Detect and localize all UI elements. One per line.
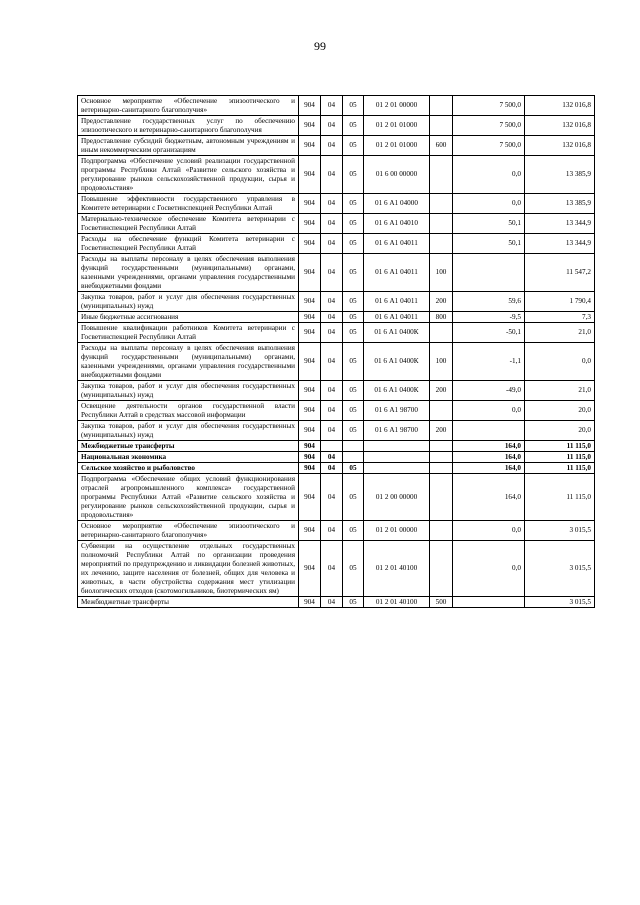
row-name-cell: Предоставление государственных услуг по обеспечению эпизоотического и ветеринарно-санитарного благополучия	[78, 116, 299, 136]
row-name-cell: Межбюджетные трансферты	[78, 441, 299, 452]
change-amount-cell: 50,1	[453, 214, 525, 234]
target-article-cell: 01 6 А1 98700	[364, 401, 430, 421]
change-amount-cell: -9,5	[453, 312, 525, 323]
row-name-cell: Расходы на выплаты персоналу в целях обеспечения выполнения функций государственными (муниципальными) органами, казенными учреждениями, органами управления государственными внебюджетными фондами	[78, 254, 299, 292]
target-article-cell: 01 2 01 40100	[364, 597, 430, 608]
total-amount-cell: 11 115,0	[525, 463, 595, 474]
total-amount-cell: 11 115,0	[525, 474, 595, 521]
total-amount-cell: 13 385,9	[525, 156, 595, 194]
grbs-cell: 904	[299, 541, 321, 597]
subsection-cell: 05	[343, 194, 364, 214]
section-cell: 04	[321, 343, 343, 381]
total-amount-cell: 7,3	[525, 312, 595, 323]
target-article-cell: 01 6 А1 04011	[364, 312, 430, 323]
section-cell: 04	[321, 463, 343, 474]
subsection-cell: 05	[343, 116, 364, 136]
section-cell: 04	[321, 214, 343, 234]
total-amount-cell: 3 015,5	[525, 597, 595, 608]
section-cell: 04	[321, 292, 343, 312]
row-name-cell: Закупка товаров, работ и услуг для обеспечения государственных (муниципальных) нужд	[78, 381, 299, 401]
subsection-cell: 05	[343, 343, 364, 381]
expense-type-cell	[430, 541, 453, 597]
grbs-cell: 904	[299, 156, 321, 194]
subsection-cell: 05	[343, 254, 364, 292]
table-row	[78, 381, 595, 401]
change-amount-cell: 59,6	[453, 292, 525, 312]
table-row	[78, 194, 595, 214]
grbs-cell: 904	[299, 254, 321, 292]
grbs-cell: 904	[299, 292, 321, 312]
subsection-cell: 05	[343, 541, 364, 597]
table-row	[78, 254, 595, 292]
expense-type-cell: 200	[430, 421, 453, 441]
target-article-cell: 01 6 А1 0400К	[364, 323, 430, 343]
total-amount-cell: 11 115,0	[525, 452, 595, 463]
table-row	[78, 597, 595, 608]
section-cell: 04	[321, 421, 343, 441]
grbs-cell: 904	[299, 96, 321, 116]
section-cell: 04	[321, 136, 343, 156]
target-article-cell	[364, 463, 430, 474]
change-amount-cell: -50,1	[453, 323, 525, 343]
section-cell	[321, 441, 343, 452]
target-article-cell: 01 2 00 00000	[364, 474, 430, 521]
expense-type-cell: 200	[430, 381, 453, 401]
grbs-cell: 904	[299, 323, 321, 343]
target-article-cell: 01 6 А1 0400К	[364, 381, 430, 401]
grbs-cell: 904	[299, 214, 321, 234]
subsection-cell: 05	[343, 381, 364, 401]
change-amount-cell: 164,0	[453, 441, 525, 452]
subsection-cell: 05	[343, 521, 364, 541]
row-name-cell: Повышение квалификации работников Комитета ветеринарии с Госветинспекцией Республики Алтай	[78, 323, 299, 343]
expense-type-cell	[430, 194, 453, 214]
expense-type-cell: 100	[430, 343, 453, 381]
target-article-cell: 01 2 01 00000	[364, 96, 430, 116]
table-row	[78, 116, 595, 136]
grbs-cell: 904	[299, 136, 321, 156]
row-name-cell: Расходы на выплаты персоналу в целях обеспечения выполнения функций государственными (муниципальными) органами, казенными учреждениями, органами управления государственными внебюджетными фондами	[78, 343, 299, 381]
subsection-cell: 05	[343, 234, 364, 254]
row-name-cell: Сельское хозяйство и рыболовство	[78, 463, 299, 474]
grbs-cell: 904	[299, 381, 321, 401]
change-amount-cell	[453, 421, 525, 441]
change-amount-cell: 164,0	[453, 474, 525, 521]
total-amount-cell: 11 115,0	[525, 441, 595, 452]
row-name-cell: Основное мероприятие «Обеспечение эпизоотического и ветеринарно-санитарного благополучия»	[78, 521, 299, 541]
target-article-cell: 01 6 А1 04011	[364, 254, 430, 292]
change-amount-cell: 0,0	[453, 401, 525, 421]
section-cell: 04	[321, 156, 343, 194]
subsection-cell: 05	[343, 96, 364, 116]
total-amount-cell: 1 790,4	[525, 292, 595, 312]
table-row	[78, 292, 595, 312]
expense-type-cell	[430, 234, 453, 254]
table-row	[78, 136, 595, 156]
table-row	[78, 156, 595, 194]
section-cell: 04	[321, 234, 343, 254]
expense-type-cell	[430, 521, 453, 541]
table-row	[78, 96, 595, 116]
section-cell: 04	[321, 381, 343, 401]
total-amount-cell: 0,0	[525, 343, 595, 381]
expense-type-cell: 600	[430, 136, 453, 156]
target-article-cell: 01 2 01 01000	[364, 136, 430, 156]
section-cell: 04	[321, 401, 343, 421]
section-cell: 04	[321, 323, 343, 343]
total-amount-cell: 21,0	[525, 323, 595, 343]
subsection-cell: 05	[343, 463, 364, 474]
row-name-cell: Материально-техническое обеспечение Комитета ветеринарии с Госветинспекцией Республики Алтай	[78, 214, 299, 234]
table-row	[78, 343, 595, 381]
expense-type-cell: 100	[430, 254, 453, 292]
section-cell: 04	[321, 312, 343, 323]
table-row	[78, 401, 595, 421]
table-row	[78, 463, 595, 474]
grbs-cell: 904	[299, 194, 321, 214]
target-article-cell	[364, 441, 430, 452]
row-name-cell: Освещение деятельности органов государственной власти Республики Алтай в средствах массовой информации	[78, 401, 299, 421]
row-name-cell: Подпрограмма «Обеспечение условий реализации государственной программы Республики Алтай «Развитие сельского хозяйства и регулирование рынков сельскохозяйственной продукции, сырья и продовольствия»	[78, 156, 299, 194]
change-amount-cell: 164,0	[453, 463, 525, 474]
expense-type-cell: 500	[430, 597, 453, 608]
row-name-cell: Иные бюджетные ассигнования	[78, 312, 299, 323]
expense-type-cell	[430, 214, 453, 234]
grbs-cell: 904	[299, 343, 321, 381]
change-amount-cell: 0,0	[453, 194, 525, 214]
total-amount-cell: 3 015,5	[525, 541, 595, 597]
subsection-cell: 05	[343, 214, 364, 234]
grbs-cell: 904	[299, 452, 321, 463]
section-cell: 04	[321, 96, 343, 116]
row-name-cell: Основное мероприятие «Обеспечение эпизоотического и ветеринарно-санитарного благополучия»	[78, 96, 299, 116]
table-row	[78, 541, 595, 597]
target-article-cell: 01 6 А1 04010	[364, 214, 430, 234]
target-article-cell: 01 6 А1 0400К	[364, 343, 430, 381]
target-article-cell: 01 6 А1 04000	[364, 194, 430, 214]
total-amount-cell: 132 016,8	[525, 96, 595, 116]
section-cell: 04	[321, 116, 343, 136]
subsection-cell: 05	[343, 421, 364, 441]
change-amount-cell	[453, 597, 525, 608]
table-row	[78, 441, 595, 452]
change-amount-cell: 7 500,0	[453, 96, 525, 116]
total-amount-cell: 132 016,8	[525, 136, 595, 156]
target-article-cell: 01 2 01 40100	[364, 541, 430, 597]
expense-type-cell	[430, 156, 453, 194]
expense-type-cell	[430, 96, 453, 116]
subsection-cell: 05	[343, 597, 364, 608]
table-row	[78, 421, 595, 441]
row-name-cell: Национальная экономика	[78, 452, 299, 463]
target-article-cell: 01 2 01 01000	[364, 116, 430, 136]
change-amount-cell: 0,0	[453, 156, 525, 194]
expense-type-cell: 800	[430, 312, 453, 323]
row-name-cell: Субвенции на осуществление отдельных государственных полномочий Республики Алтай по организации проведения мероприятий по предупреждению и ликвидации болезней животных, их лечению, защите населения от болезней, общих для человека и животных, в части обустройства содержания мест утилизации биологических отходов (скотомогильников, биотермических ям)	[78, 541, 299, 597]
expense-type-cell	[430, 441, 453, 452]
subsection-cell: 05	[343, 323, 364, 343]
grbs-cell: 904	[299, 421, 321, 441]
total-amount-cell: 20,0	[525, 421, 595, 441]
row-name-cell: Предоставление субсидий бюджетным, автономным учреждениям и иным некоммерческим организациям	[78, 136, 299, 156]
total-amount-cell: 132 016,8	[525, 116, 595, 136]
grbs-cell: 904	[299, 401, 321, 421]
expense-type-cell	[430, 401, 453, 421]
target-article-cell: 01 6 00 00000	[364, 156, 430, 194]
table-row	[78, 521, 595, 541]
target-article-cell: 01 6 А1 98700	[364, 421, 430, 441]
change-amount-cell: 50,1	[453, 234, 525, 254]
expense-type-cell	[430, 323, 453, 343]
total-amount-cell: 20,0	[525, 401, 595, 421]
subsection-cell: 05	[343, 136, 364, 156]
section-cell: 04	[321, 452, 343, 463]
change-amount-cell: 164,0	[453, 452, 525, 463]
expense-type-cell: 200	[430, 292, 453, 312]
expense-type-cell	[430, 452, 453, 463]
section-cell: 04	[321, 541, 343, 597]
change-amount-cell: 7 500,0	[453, 136, 525, 156]
subsection-cell: 05	[343, 292, 364, 312]
change-amount-cell: 0,0	[453, 521, 525, 541]
table-row	[78, 214, 595, 234]
section-cell: 04	[321, 521, 343, 541]
row-name-cell: Подпрограмма «Обеспечение общих условий функционирования отраслей агропромышленного комплекса» государственной программы Республики Алтай «Развитие сельского хозяйства и регулирование рынков сельскохозяйственной продукции, сырья и продовольствия»	[78, 474, 299, 521]
table-row	[78, 234, 595, 254]
total-amount-cell: 13 344,9	[525, 214, 595, 234]
grbs-cell: 904	[299, 234, 321, 254]
grbs-cell: 904	[299, 521, 321, 541]
expense-type-cell	[430, 116, 453, 136]
table-row	[78, 312, 595, 323]
target-article-cell: 01 6 А1 04011	[364, 234, 430, 254]
expense-type-cell	[430, 463, 453, 474]
target-article-cell	[364, 452, 430, 463]
change-amount-cell: -49,0	[453, 381, 525, 401]
section-cell: 04	[321, 474, 343, 521]
table-row	[78, 323, 595, 343]
total-amount-cell: 13 344,9	[525, 234, 595, 254]
expense-type-cell	[430, 474, 453, 521]
section-cell: 04	[321, 597, 343, 608]
total-amount-cell: 11 547,2	[525, 254, 595, 292]
row-name-cell: Закупка товаров, работ и услуг для обеспечения государственных (муниципальных) нужд	[78, 421, 299, 441]
grbs-cell: 904	[299, 441, 321, 452]
section-cell: 04	[321, 194, 343, 214]
subsection-cell	[343, 441, 364, 452]
subsection-cell: 05	[343, 401, 364, 421]
grbs-cell: 904	[299, 474, 321, 521]
row-name-cell: Закупка товаров, работ и услуг для обеспечения государственных (муниципальных) нужд	[78, 292, 299, 312]
total-amount-cell: 21,0	[525, 381, 595, 401]
subsection-cell: 05	[343, 474, 364, 521]
grbs-cell: 904	[299, 463, 321, 474]
row-name-cell: Расходы на обеспечение функций Комитета ветеринарии с Госветинспекцией Республики Алтай	[78, 234, 299, 254]
row-name-cell: Повышение эффективности государственного управления в Комитете ветеринарии с Госветинспекцией Республики Алтай	[78, 194, 299, 214]
subsection-cell: 05	[343, 312, 364, 323]
table-row	[78, 474, 595, 521]
change-amount-cell	[453, 254, 525, 292]
total-amount-cell: 3 015,5	[525, 521, 595, 541]
change-amount-cell: -1,1	[453, 343, 525, 381]
section-cell: 04	[321, 254, 343, 292]
subsection-cell: 05	[343, 156, 364, 194]
change-amount-cell: 0,0	[453, 541, 525, 597]
page-number: 99	[314, 39, 326, 53]
total-amount-cell: 13 385,9	[525, 194, 595, 214]
change-amount-cell: 7 500,0	[453, 116, 525, 136]
budget-table	[77, 95, 595, 608]
grbs-cell: 904	[299, 597, 321, 608]
table-row	[78, 452, 595, 463]
target-article-cell: 01 6 А1 04011	[364, 292, 430, 312]
subsection-cell	[343, 452, 364, 463]
grbs-cell: 904	[299, 312, 321, 323]
target-article-cell: 01 2 01 00000	[364, 521, 430, 541]
grbs-cell: 904	[299, 116, 321, 136]
row-name-cell: Межбюджетные трансферты	[78, 597, 299, 608]
